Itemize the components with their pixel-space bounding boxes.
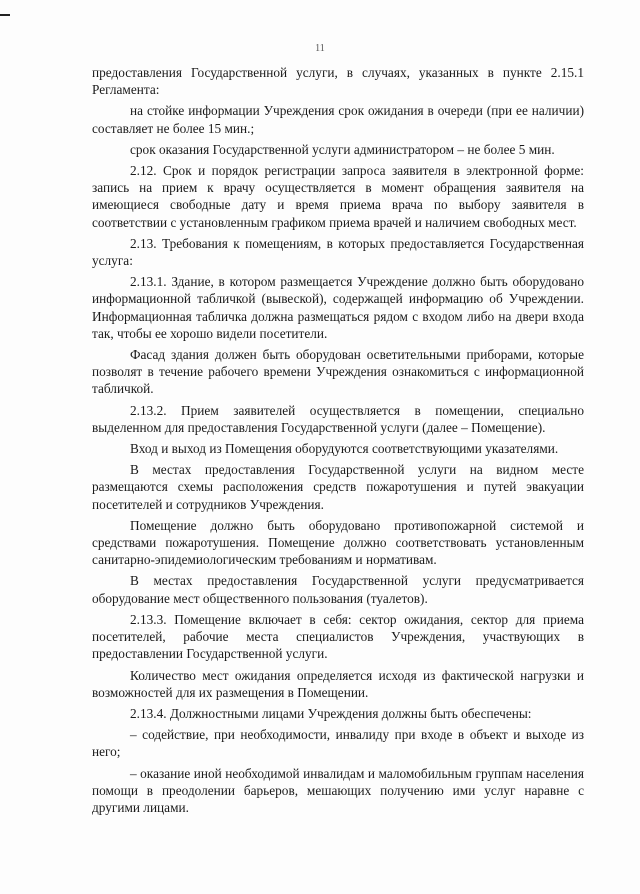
paragraph: 2.13. Требования к помещениям, в которых предоставляется Государственная услуга: [92,235,584,269]
paragraph: В местах предоставления Государственной услуги предусматривается оборудование мест общественного пользования (туалетов). [92,573,584,606]
paragraph: Помещение должно быть оборудовано противопожарной системой и средствами пожаротушения. Помещение должно соответствовать установленным санитарно-эпидемиологическим требованиям и нормативам. [92,517,584,568]
paragraph: на стойке информации Учреждения срок ожидания в очереди (при ее наличии) составляет не более 15 мин.; [92,103,584,136]
document-body [92,64,584,820]
paragraph: предоставления Государственной услуги, в случаях, указанных в пункте 2.15.1 Регламента: [92,65,584,98]
paragraph: Фасад здания должен быть оборудован осветительными приборами, которые позволят в течение рабочего времени Учреждения ознакомиться с информационной табличкой. [92,347,584,397]
page-number: 11 [315,43,325,54]
paragraph: 2.13.3. Помещение включает в себя: сектор ожидания, сектор для приема посетителей, рабочие места специалистов Учреждения, участвующих в предоставлении Государственной услуги. [92,611,584,662]
paragraph: 2.13.4. Должностными лицами Учреждения должны быть обеспечены: [130,705,532,721]
paragraph: Количество мест ожидания определяется исходя из фактической нагрузки и возможностей для их размещения в Помещении. [92,667,584,700]
paragraph: Вход и выход из Помещения оборудуются соответствующими указателями. [130,441,559,457]
paragraph: 2.12. Срок и порядок регистрации запроса заявителя в электронной форме: запись на прием к врачу осуществляется в момент обращения заявителя на имеющиеся свободные дату и время приема врача по выбору заявителя в соответствии с установленным графиком приема врачей и наличием свободных мест. [92,163,584,230]
scan-edge-mark [0,14,10,16]
list-item: – оказание иной необходимой инвалидам и маломобильным группам населения помощи в преодолении барьеров, мешающих получению ими услуг наравне с другими лицами. [92,765,584,815]
paragraph: В местах предоставления Государственной услуги на видном месте размещаются схемы расположения средств пожаротушения и путей эвакуации посетителей и сотрудников Учреждения. [92,462,584,512]
paragraph: 2.13.2. Прием заявителей осуществляется в помещении, специально выделенном для предоставления Государственной услуги (далее – Помещение). [92,402,584,435]
paragraph: срок оказания Государственной услуги администратором – не более 5 мин. [130,141,555,157]
paragraph: 2.13.1. Здание, в котором размещается Учреждение должно быть оборудовано информационной табличкой (вывеской), содержащей информацию об Учреждении. Информационная табличка должна размещаться рядом с входом либо на двери входа так, чтобы ее хорошо видели посетители. [92,274,584,341]
list-item: – содействие, при необходимости, инвалиду при входе в объект и выходе из него; [92,727,584,760]
